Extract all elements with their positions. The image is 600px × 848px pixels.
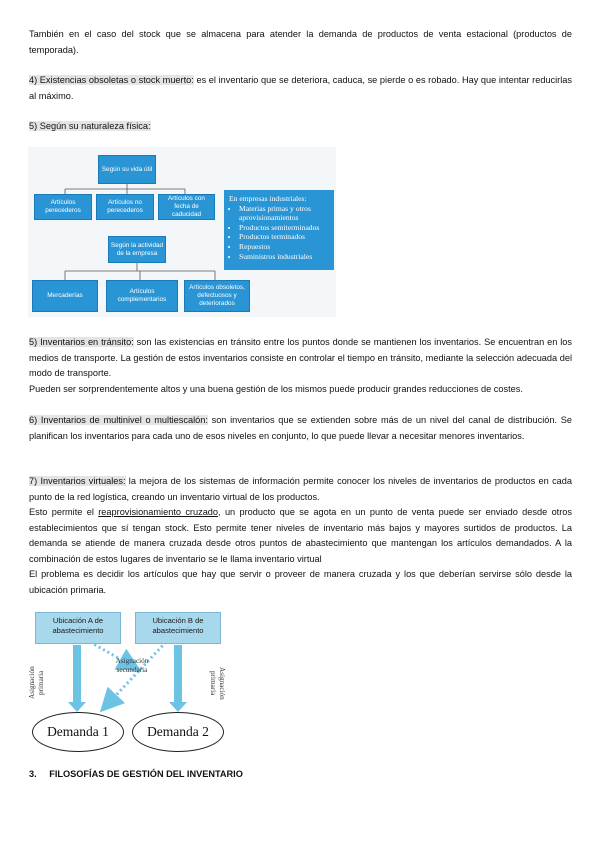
virtual-paragraph bbox=[29, 474, 572, 505]
info-item: • Productos semiterminados bbox=[239, 223, 329, 233]
label-secondary: Asignación secundaria bbox=[115, 657, 149, 674]
allocation-diagram bbox=[30, 612, 226, 754]
box-vida-util: Según su vida útil bbox=[98, 155, 156, 184]
transit-paragraph-2: Pueden ser sorprendentemente altos y una buena gestión de los mismos puede producir grandes reducciones de costes. bbox=[29, 384, 523, 394]
info-title: En empresas industriales: bbox=[229, 194, 307, 203]
cross-replenishment-term: reaprovisionamiento cruzado bbox=[98, 507, 219, 517]
info-item: • Repuestos bbox=[239, 242, 329, 252]
item-5-heading bbox=[29, 119, 572, 135]
box-actividad-empresa: Según la actividad de la empresa bbox=[108, 236, 166, 263]
intro-paragraph: También en el caso del stock que se almacena para atender la demanda de productos de venta estacional (productos de temporada). bbox=[29, 29, 572, 55]
classification-diagram bbox=[28, 147, 336, 317]
box-complementarios: Artículos complementarios bbox=[106, 280, 178, 312]
virtual-text: la mejora de los sistemas de información permite conocer los niveles de inventarios de productos en cada punto de la red logística, creando un inventario virtual de los productos. bbox=[29, 476, 572, 502]
info-item: • Productos terminados bbox=[239, 232, 329, 242]
box-no-perecederos: Artículos no perecederos bbox=[96, 194, 154, 220]
location-b-box: Ubicación B de abastecimiento bbox=[135, 612, 221, 644]
item-4-paragraph bbox=[29, 73, 572, 104]
multilevel-heading: 6) Inventarios de multinivel o multiescalón: bbox=[29, 415, 208, 425]
virtual-p2-a: Esto permite el bbox=[29, 507, 99, 517]
virtual-p2-b: , un producto que se agota en un punto de venta puede ser enviado desde otros establecimientos que sí tengan stock. Esto permite tener niveles de inventario más bajos y mayores surtidos de productos. La demanda se atiende de manera cruzada desde otros puntos de abastecimiento que mantengan los artículos demandados. A la combinación de estos lugares de inventario se le llama inventario virtual bbox=[29, 507, 572, 564]
section-number: 3. bbox=[29, 769, 37, 779]
multilevel-text: son inventarios que se extienden sobre más de un nivel del canal de distribución. Se planifican los inventarios para cada uno de esos niveles en conjunto, lo que puede llevar a necesitar menores inventarios. bbox=[29, 415, 572, 441]
transit-text: son las existencias en tránsito entre los puntos donde se mantienen los inventarios. Se encuentran en los medios de transporte. La gestión de estos inventarios consiste en controlar el tiempo en tránsito, mediante la selección adecuada del modo de transporte. bbox=[29, 337, 573, 378]
virtual-paragraph-2 bbox=[29, 505, 572, 567]
virtual-heading: 7) Inventarios virtuales: bbox=[29, 476, 126, 486]
info-item: • Suministros industriales bbox=[239, 252, 329, 262]
item-5-heading-text: 5) Según su naturaleza física: bbox=[29, 121, 151, 131]
transit-heading: 5) Inventarios en tránsito: bbox=[29, 337, 134, 347]
section-3-heading bbox=[29, 769, 243, 779]
item-4-text: es el inventario que se deteriora, caduca, se pierde o es robado. Hay que intentar reducirlas al máximo. bbox=[29, 75, 572, 101]
label-primary-right: Asignación primaria bbox=[209, 666, 226, 700]
virtual-paragraph-3: El problema es decidir los artículos que hay que servir o proveer de manera cruzada y los que deberían servirse sólo desde la ubicación primaria. bbox=[29, 569, 572, 595]
info-item: • Materias primas y otros aprovisionamientos bbox=[239, 204, 329, 223]
transit-paragraph bbox=[29, 335, 572, 382]
location-a-box: Ubicación A de abastecimiento bbox=[35, 612, 121, 644]
demand-2-ellipse: Demanda 2 bbox=[132, 712, 224, 752]
box-fecha-caducidad: Artículos con fecha de caducidad bbox=[158, 194, 215, 220]
industrial-info-box bbox=[224, 190, 334, 270]
box-perecederos: Artículos perecederos bbox=[34, 194, 92, 220]
box-obsoletos: Artículos obsoletos, defectuosos y deteriorados bbox=[184, 280, 250, 312]
demand-1-ellipse: Demanda 1 bbox=[32, 712, 124, 752]
box-mercaderias: Mercaderías bbox=[32, 280, 98, 312]
multilevel-paragraph bbox=[29, 413, 572, 444]
label-primary-left: Asignación primaria bbox=[28, 666, 45, 700]
item-4-heading: 4) Existencias obsoletas o stock muerto: bbox=[29, 75, 194, 85]
section-title: FILOSOFÍAS DE GESTIÓN DEL INVENTARIO bbox=[49, 769, 243, 779]
